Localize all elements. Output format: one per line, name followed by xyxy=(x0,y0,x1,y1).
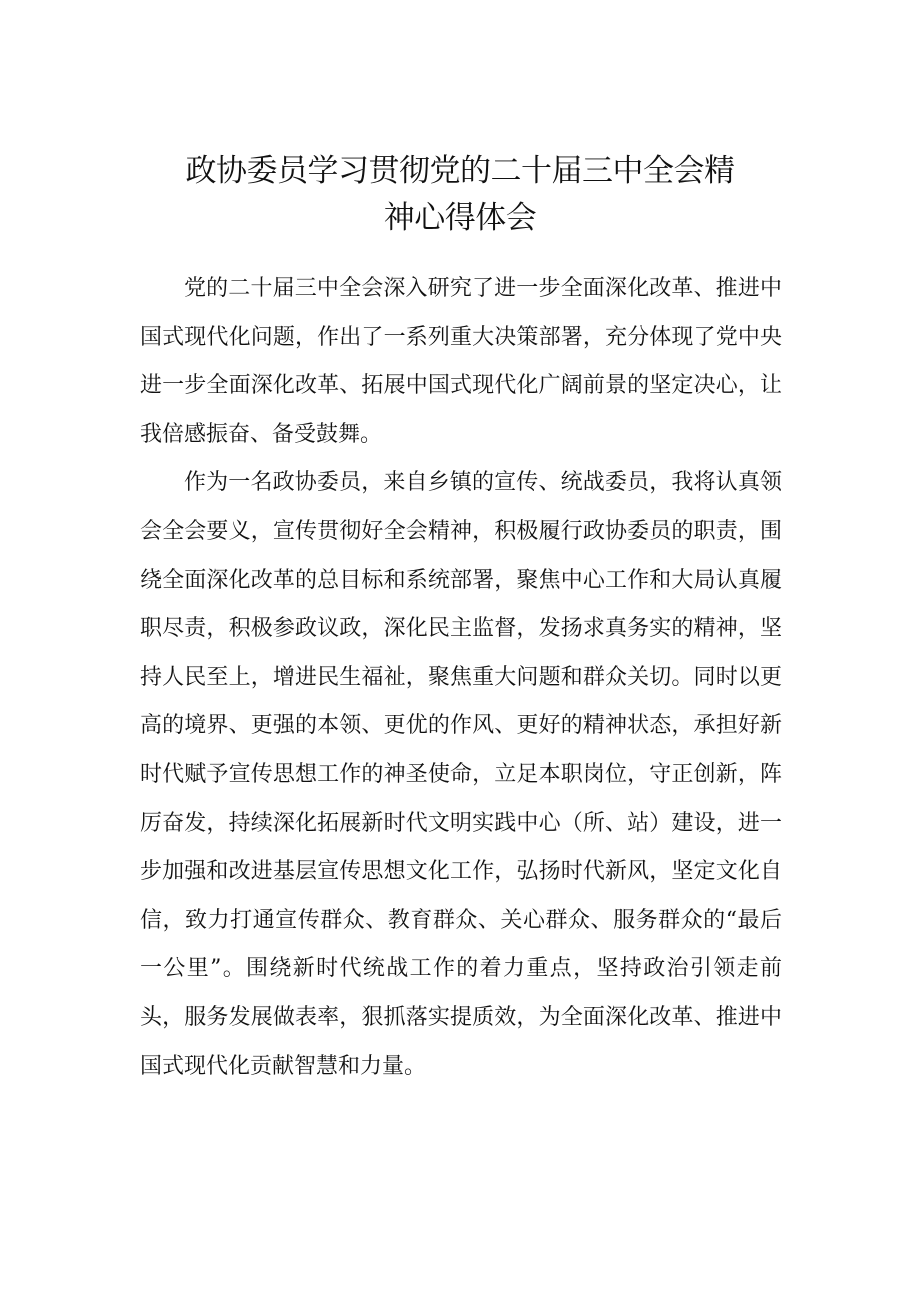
paragraph-1: 党的二十届三中全会深入研究了进一步全面深化改革、推进中国式现代化问题，作出了一系列重大决策部署，充分体现了党中央进一步全面深化改革、拓展中国式现代化广阔前景的坚定决心，让我倍感振奋、备受鼓舞。 xyxy=(140,276,782,447)
document-title xyxy=(120,148,800,242)
title-line-1: 政协委员学习贯彻党的二十届三中全会精 xyxy=(185,153,735,189)
document-body xyxy=(140,265,782,1091)
title-line-2: 神心得体会 xyxy=(383,200,537,236)
paragraph-2: 作为一名政协委员，来自乡镇的宣传、统战委员，我将认真领会全会要义，宣传贯彻好全会精神，积极履行政协委员的职责，围绕全面深化改革的总目标和系统部署，聚焦中心工作和大局认真履职尽责，积极参政议政，深化民主监督，发扬求真务实的精神，坚持人民至上，增进民生福祉，聚焦重大问题和群众关切。同时以更高的境界、更强的本领、更优的作风、更好的精神状态，承担好新时代赋予宣传思想工作的神圣使命，立足本职岗位，守正创新，阵厉奋发，持续深化拓展新时代文明实践中心（所、站）建设，进一步加强和改进基层宣传思想文化工作，弘扬时代新风，坚定文化自信，致力打通宣传群众、教育群众、关心群众、服务群众的“最后一公里”。围绕新时代统战工作的着力重点，坚持政治引领走前头，服务发展做表率，狠抓落实提质效，为全面深化改革、推进中国式现代化贡献智慧和力量。 xyxy=(140,470,782,1079)
